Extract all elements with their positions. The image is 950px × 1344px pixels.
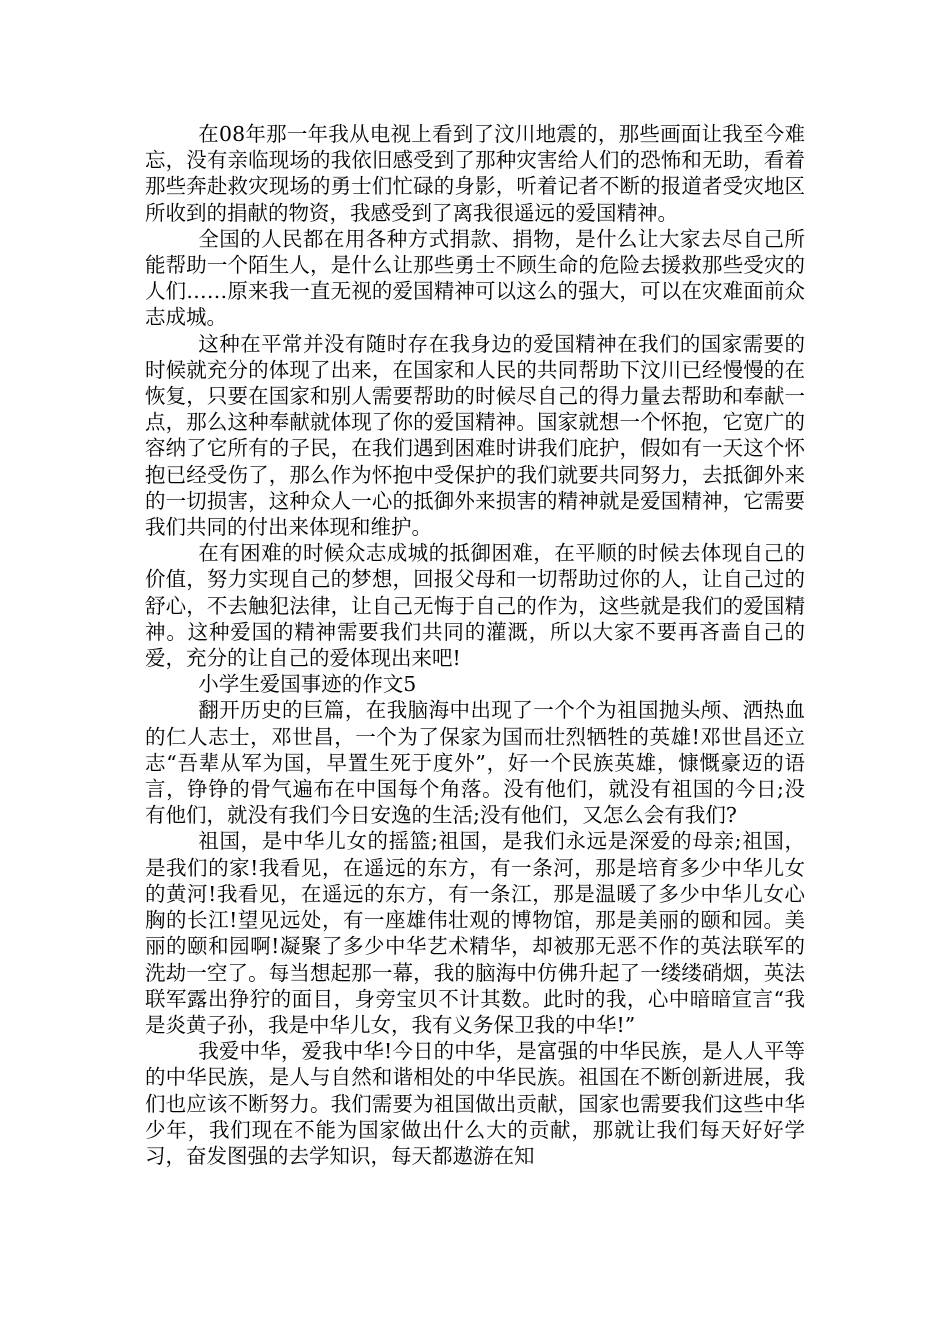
section-heading: 小学生爱国事迹的作文5 [198,672,417,697]
paragraph: 这种在平常并没有随时存在我身边的爱国精神在我们的国家需要的时候就充分的体现了出来，在国家和人民的共同帮助下汶川已经慢慢的在恢复，只要在国家和别人需要帮助的时候尽自己的得力量去帮助和奉献一点，那么这种奉献就体现了你的爱国精神。国家就想一个怀抱，它宽广的容纳了它所有的子民，在我们遇到困难时讲我们庇护，假如有一天这个怀抱已经受伤了，那么作为怀抱中受保护的我们就要共同努力，去抵御外来的一切损害，这种众人一心的抵御外来损害的精神就是爱国精神，它需要我们共同的付出来体现和维护。 [145,331,805,540]
paragraph: 在08年那一年我从电视上看到了汶川地震的，那些画面让我至今难忘，没有亲临现场的我依旧感受到了那种灾害给人们的恐怖和无助，看着那些奔赴救灾现场的勇士们忙碌的身影，听着记者不断的报道者受灾地区所收到的捐献的物资，我感受到了离我很遥远的爱国精神。 [145,122,805,225]
paragraph: 全国的人民都在用各种方式捐款、捐物，是什么让大家去尽自己所能帮助一个陌生人，是什么让那些勇士不顾生命的危险去援救那些受灾的人们……原来我一直无视的爱国精神可以这么的强大，可以在灾难面前众志成城。 [145,226,805,330]
paragraph: 翻开历史的巨篇，在我脑海中出现了一个个为祖国抛头颅、洒热血的仁人志士，邓世昌，一个为了保家为国而壮烈牺牲的英雄!邓世昌还立志“吾辈从军为国，早置生死于度外”，好一个民族英雄，慷慨豪迈的语言，铮铮的骨气遍布在中国每个角落。没有他们，就没有祖国的今日;没有他们，就没有我们今日安逸的生活;没有他们，又怎么会有我们? [145,698,805,828]
paragraph: 祖国，是中华儿女的摇篮;祖国，是我们永远是深爱的母亲;祖国，是我们的家!我看见，在遥远的东方，有一条河，那是培育多少中华儿女的黄河!我看见，在遥远的东方，有一条江，那是温暖了多少中华儿女心胸的长江!望见远处，有一座雄伟壮观的博物馆，那是美丽的颐和园。美丽的颐和园啊!凝聚了多少中华艺术精华，却被那无恶不作的英法联军的洗劫一空了。每当想起那一幕，我的脑海中仿佛升起了一缕缕硝烟，英法联军露出狰狞的面目，身旁宝贝不计其数。此时的我，心中暗暗宣言“我是炎黄子孙，我是中华儿女，我有义务保卫我的中华!” [145,829,805,1037]
paragraph: 在有困难的时候众志成城的抵御困难，在平顺的时候去体现自己的价值，努力实现自己的梦想，回报父母和一切帮助过你的人，让自己过的舒心，不去触犯法律，让自己无悔于自己的作为，这些就是我们的爱国精神。这种爱国的精神需要我们共同的灌溉，所以大家不要再吝啬自己的爱，充分的让自己的爱体现出来吧! [145,541,805,671]
document-body [145,121,805,1169]
paragraph: 我爱中华，爱我中华!今日的中华，是富强的中华民族，是人人平等的中华民族，是人与自然和谐相处的中华民族。祖国在不断创新进展，我们也应该不断努力。我们需要为祖国做出贡献，国家也需要我们这些中华少年，我们现在不能为国家做出什么大的贡献，那就让我们每天好好学习，奋发图强的去学知识，每天都遨游在知 [145,1039,805,1168]
